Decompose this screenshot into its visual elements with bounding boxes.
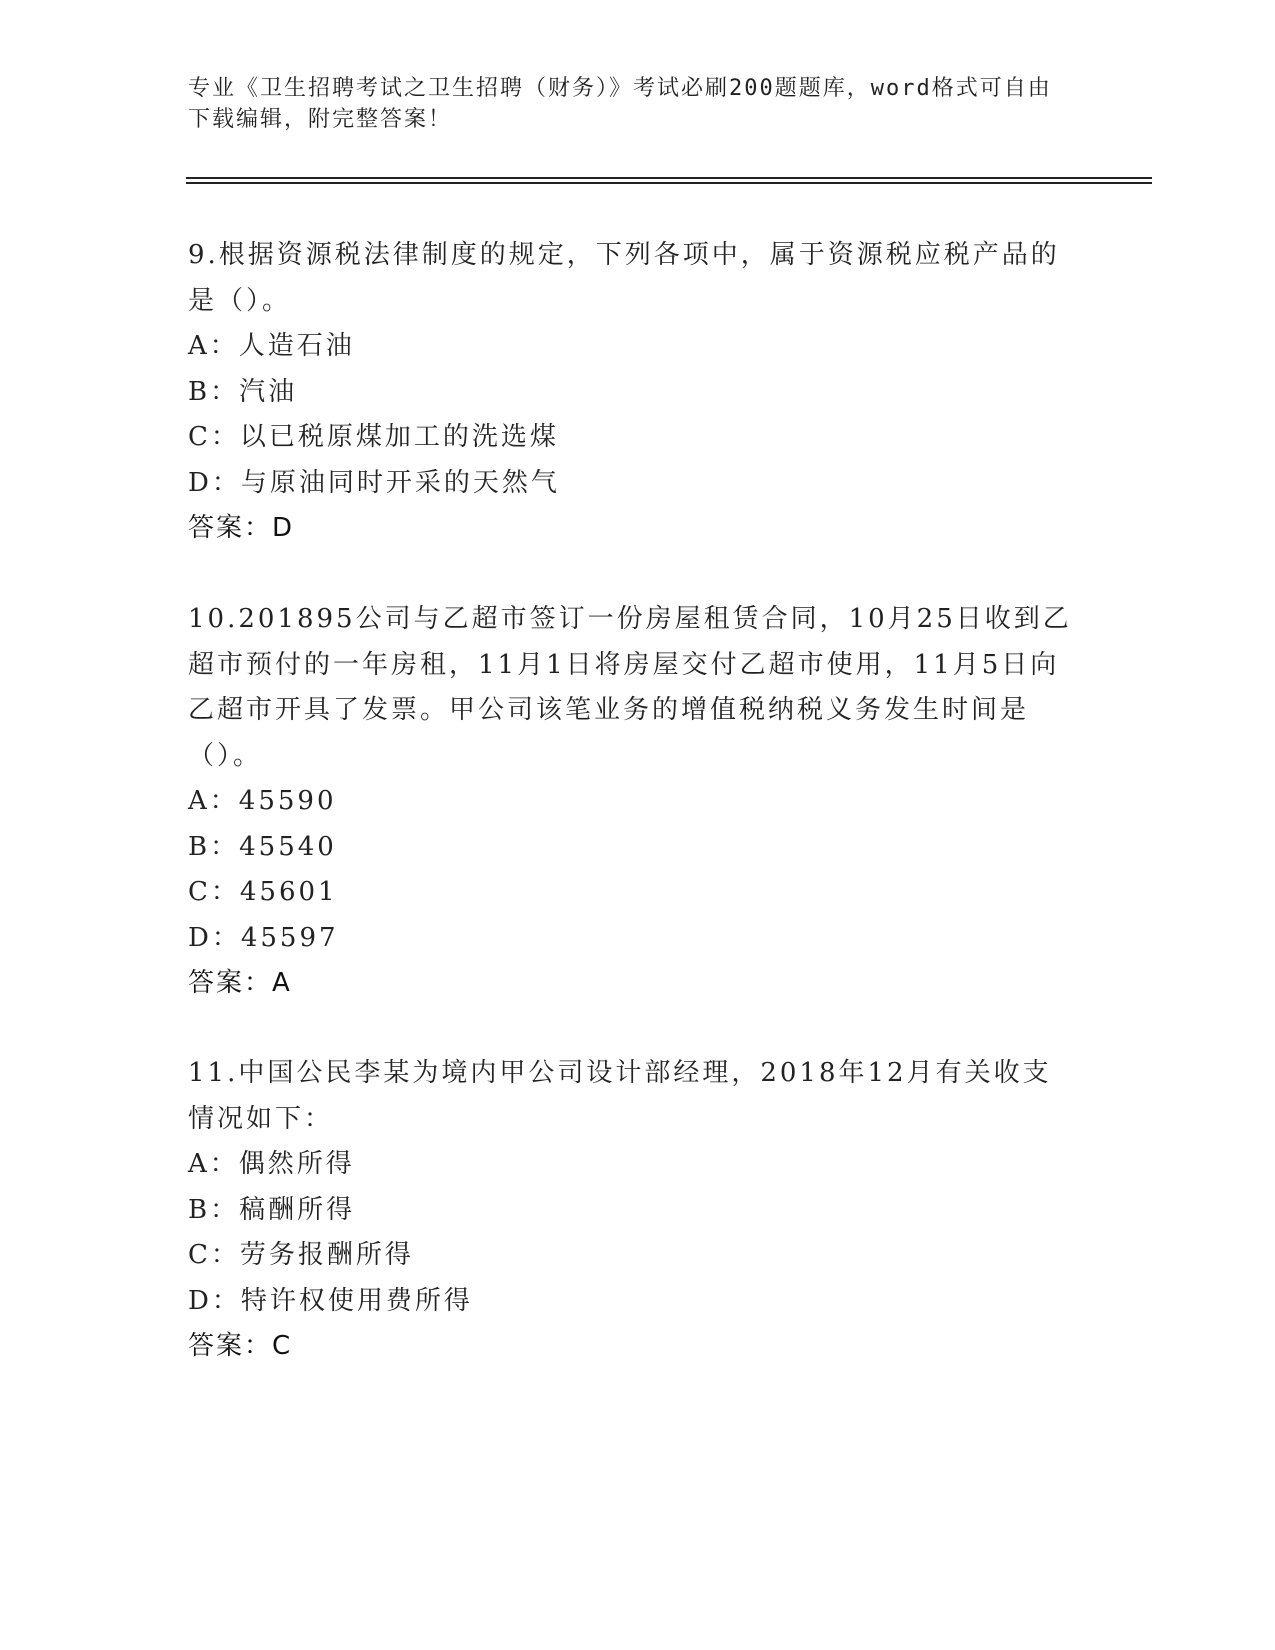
option-b: B：汽油: [188, 376, 298, 407]
answer-line: 答案：C: [188, 1331, 293, 1361]
option-b: B：稿酬所得: [188, 1194, 356, 1225]
document-header-intro: 专业《卫生招聘考试之卫生招聘（财务）》考试必刷200题题库，word格式可自由下载编辑，附完整答案！: [188, 76, 1052, 132]
question-block: [188, 233, 1078, 552]
option-a: A：偶然所得: [188, 1149, 355, 1179]
option-c: C：劳务报酬所得: [188, 1240, 414, 1270]
option-b: B：45540: [188, 831, 337, 862]
question-stem: 10.201895公司与乙超市签订一份房屋租赁合同，10月25日收到乙超市预付的一年房租，11月1日将房屋交付乙超市使用，11月5日向乙超市开具了发票。甲公司该笔业务的增值税纳税义务发生时间是（）。: [188, 604, 1072, 771]
question-stem: 9.根据资源税法律制度的规定，下列各项中，属于资源税应税产品的是（）。: [188, 240, 1060, 316]
answer-line: 答案：D: [188, 513, 295, 543]
option-c: C：45601: [188, 877, 338, 907]
option-a: A：人造石油: [188, 331, 355, 361]
header-divider-bottom: [186, 182, 1152, 184]
option-d: D：特许权使用费所得: [188, 1285, 473, 1316]
question-stem: 11.中国公民李某为境内甲公司设计部经理，2018年12月有关收支情况如下：: [188, 1058, 1052, 1134]
answer-line: 答案：A: [188, 968, 292, 998]
option-d: D：45597: [188, 922, 339, 953]
header-divider-top: [186, 177, 1152, 179]
question-block: [188, 1051, 1078, 1370]
option-d: D：与原油同时开采的天然气: [188, 467, 560, 498]
option-a: A：45590: [188, 786, 337, 816]
option-c: C：以已税原煤加工的洗选煤: [188, 422, 559, 452]
question-block: [188, 597, 1078, 1007]
